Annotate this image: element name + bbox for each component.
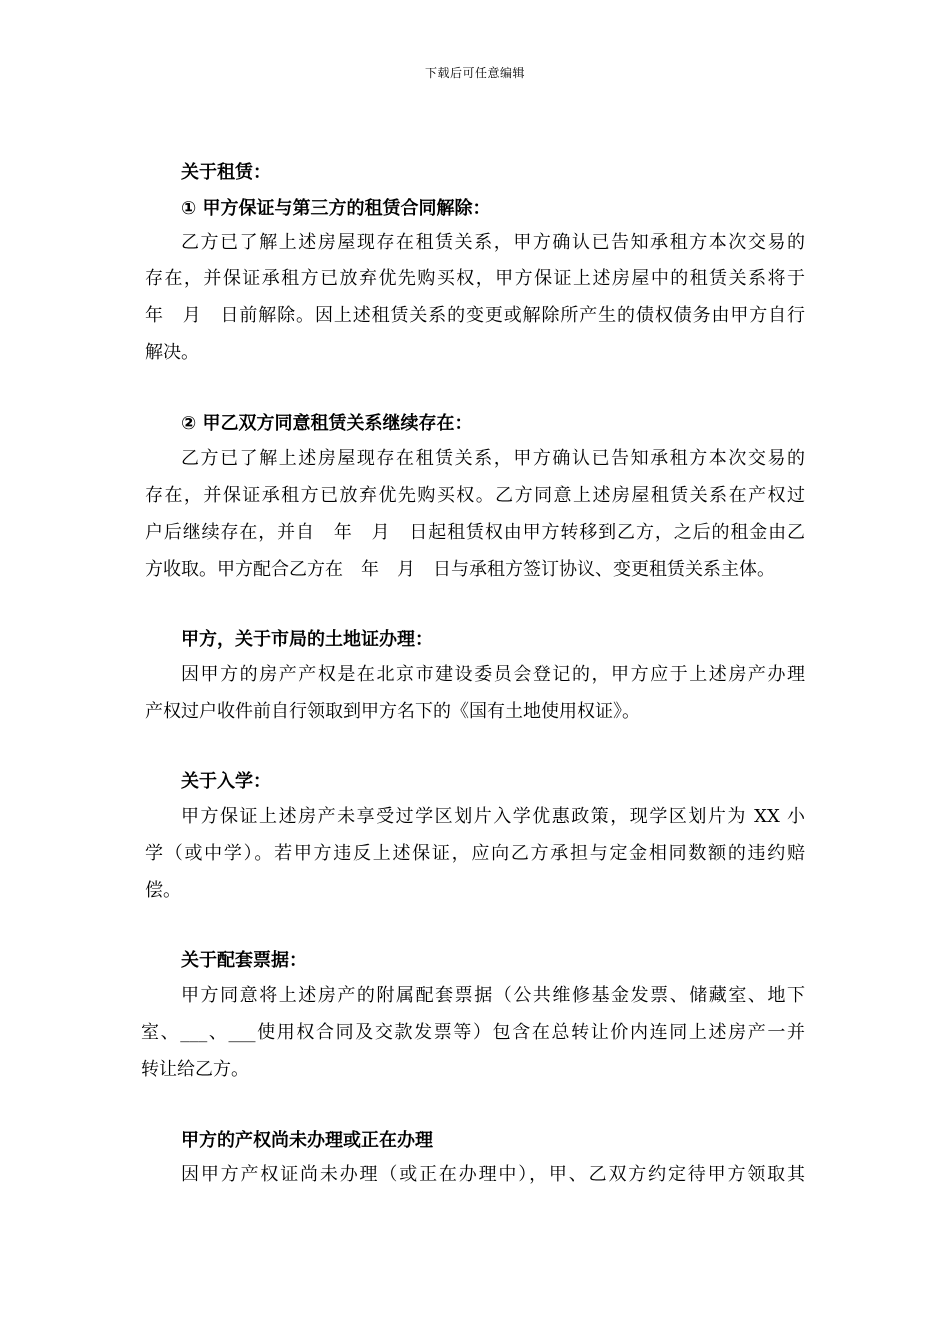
section-title-supporting-receipts: 关于配套票据： [181,950,307,971]
paragraph-line: 存在，并保证承租方已放弃优先购买权。乙方同意上述房屋租赁关系在产权过 [145,485,805,506]
paragraph-line: 乙方已了解上述房屋现存在租赁关系，甲方确认已告知承租方本次交易的 [181,448,805,469]
paragraph-line: 甲方保证上述房产未享受过学区划片入学优惠政策，现学区划片为 XX 小 [181,806,805,827]
paragraph-line: 转让给乙方。 [141,1059,249,1080]
paragraph-line: 学（或中学）。若甲方违反上述保证，应向乙方承担与定金相同数额的违约赔 [145,843,805,864]
paragraph-line: 室、___、___使用权合同及交款发票等）包含在总转让价内连同上述房产一并 [141,1022,805,1043]
section-title-school-enrollment: 关于入学： [181,771,271,792]
paragraph-line: 甲方同意将上述房产的附属配套票据（公共维修基金发票、储藏室、地下 [181,985,805,1006]
paragraph-line: 存在，并保证承租方已放弃优先购买权，甲方保证上述房屋中的租赁关系将于 [145,268,805,289]
section-title-land-certificate: 甲方，关于市局的土地证办理： [181,629,433,650]
paragraph-line: 产权过户收件前自行领取到甲方名下的《国有土地使用权证》。 [145,701,640,722]
paragraph-line: 解决。 [145,342,199,363]
page-header-note: 下载后可任意编辑 [424,66,525,80]
paragraph-line: 乙方已了解上述房屋现存在租赁关系，甲方确认已告知承租方本次交易的 [181,232,805,253]
paragraph-line: 因甲方产权证尚未办理（或正在办理中），甲、乙双方约定待甲方领取其 [181,1164,805,1185]
paragraph-line: 方收取。甲方配合乙方在 年 月 日与承租方签订协议、变更租赁关系主体。 [145,559,775,580]
subsection-title-lease-terminate: ① 甲方保证与第三方的租赁合同解除： [181,198,491,219]
section-title-lease: 关于租赁： [181,162,271,183]
section-title-title-deed-pending: 甲方的产权尚未办理或正在办理 [181,1130,433,1151]
paragraph-line: 户后继续存在，并自 年 月 日起租赁权由甲方转移到乙方，之后的租金由乙 [145,522,805,543]
paragraph-line: 因甲方的房产产权是在北京市建设委员会登记的，甲方应于上述房产办理 [181,664,805,685]
subsection-title-lease-continue: ② 甲乙双方同意租赁关系继续存在： [181,413,473,434]
paragraph-line: 年 月 日前解除。因上述租赁关系的变更或解除所产生的债权债务由甲方自行 [145,305,805,326]
paragraph-line: 偿。 [145,880,181,901]
